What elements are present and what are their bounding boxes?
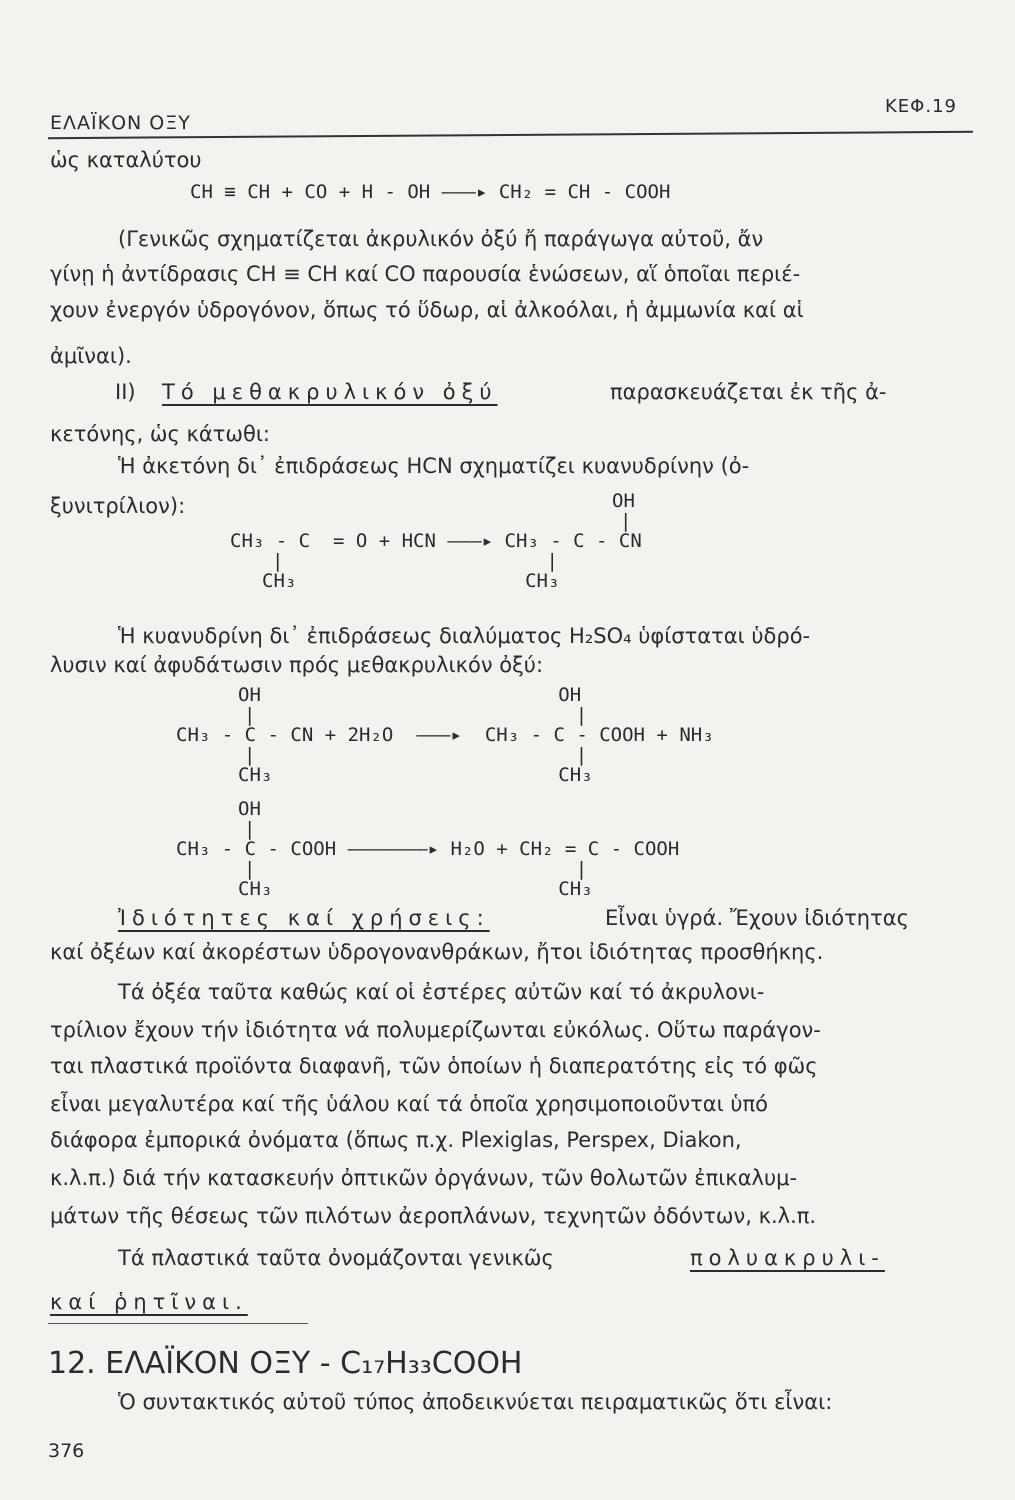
text-line: μάτων τῆς θέσεως τῶν πιλότων ἀεροπλάνων, τεχνητῶν ὀδόντων, κ.λ.π. [50, 1204, 817, 1228]
text-line: Ὁ συντακτικός αὐτοῦ τύπος ἀποδεικνύεται πειραματικῶς ὅτι εἶναι: [118, 1390, 833, 1414]
term-resins: καί ῥητῖναι. [50, 1290, 248, 1314]
reaction-acrylic: CH ≡ CH + CO + H - OH ———▸ CH₂ = CH - COOH [190, 181, 671, 203]
section-heading-oleic-acid: 12. ΕΛΑΪΚΟΝ ΟΞΥ - C₁₇H₃₃COOH [48, 1346, 523, 1381]
text-line: καί ὀξέων καί ἀκορέστων ὑδρογονανθράκων, ἤτοι ἰδιότητας προσθήκης. [50, 940, 824, 964]
chapter-label: ΚΕΦ.19 [885, 96, 957, 117]
chem-oh: OH OH [238, 684, 582, 706]
text-line: γίνῃ ἡ ἀντίδρασις CH ≡ CH καί CO παρουσία ἑνώσεων, αἵ ὁποῖαι περιέ- [50, 262, 801, 286]
term-polyacrylic: πολυακρυλι- [690, 1246, 885, 1270]
text-line: ται πλαστικά προϊόντα διαφανῆ, τῶν ὁποίων ἡ διαπερατότης εἰς τό φῶς [50, 1054, 818, 1078]
text-line: διάφορα ἐμπορικά ὀνόματα (ὅπως π.χ. Plexiglas, Perspex, Diakon, [50, 1128, 742, 1152]
text-line: κ.λ.π.) διά τήν κατασκευήν ὀπτικῶν ὀργάνων, τῶν θολωτῶν ἐπικαλυμ- [50, 1166, 798, 1190]
text-line: ἀμῖναι). [50, 344, 132, 368]
text-line: ὡς καταλύτου [50, 148, 202, 172]
text-line: λυσιν καί ἀφυδάτωσιν πρός μεθακρυλικόν ὀξύ: [50, 653, 544, 677]
text-line: Εἶναι ὑγρά. Ἔχουν ἰδιότητας [605, 906, 909, 930]
chem-substituents: CH₃ CH₃ [238, 878, 593, 900]
text-line: (Γενικῶς σχηματίζεται ἀκρυλικόν ὀξύ ἤ παράγωγα αὐτοῦ, ἄν [118, 227, 764, 251]
reaction-dehydration: CH₃ - C - COOH ———————▸ H₂O + CH₂ = C - COOH [176, 838, 680, 860]
text-line: ξυνιτρίλιον): [50, 494, 186, 518]
reaction-hydrolysis: CH₃ - C - CN + 2H₂O ———▸ CH₃ - C - COOH + NH₃ [176, 724, 714, 746]
subheading-methacrylic-acid: Τό μεθακρυλικόν ὀξύ [162, 380, 498, 404]
text-line: κετόνης, ὡς κάτωθι: [50, 422, 270, 446]
chem-bonds: | | [244, 704, 588, 726]
text-line: Τά ὀξέα ταῦτα καθώς καί οἱ ἐστέρες αὐτῶν καί τό ἀκρυλονι- [118, 980, 765, 1004]
chem-substituents: CH₃ CH₃ [238, 764, 593, 786]
subheading-properties-uses: Ἰδιότητες καί χρήσεις: [118, 906, 490, 930]
chem-bond: | [620, 510, 632, 532]
text-line: Τά πλαστικά ταῦτα ὀνομάζονται γενικῶς [118, 1246, 554, 1270]
section-divider [48, 1323, 308, 1324]
section-number: II) [115, 380, 136, 404]
running-header-title: ΕΛΑΪΚΟΝ ΟΞΥ [50, 112, 191, 134]
text-line: εἶναι μεγαλυτέρα καί τῆς ὑάλου καί τά ὁποῖα χρησιμοποιοῦνται ὑπό [50, 1092, 769, 1116]
text-line: χουν ἐνεργόν ὑδρογόνον, ὅπως τό ὕδωρ, αἱ ἀλκοόλαι, ἡ ἀμμωνία καί αἱ [50, 298, 804, 322]
chem-bonds: | | [272, 550, 558, 572]
chem-bond: | [244, 818, 256, 840]
text-line: τρίλιον ἔχουν τήν ἰδιότητα νά πολυμερίζωνται εὐκόλως. Οὕτω παράγον- [50, 1018, 821, 1042]
chem-oh: OH [612, 490, 635, 512]
reaction-cyanohydrin: CH₃ - C = O + HCN ———▸ CH₃ - C - CN [230, 530, 642, 552]
text-line: Ἡ κυανυδρίνη δι᾿ ἐπιδράσεως διαλύματος H₂SO₄ ὑφίσταται ὑδρό- [118, 624, 811, 648]
text-line: παρασκευάζεται ἐκ τῆς ἀ- [610, 380, 887, 404]
chem-substituents: CH₃ CH₃ [262, 570, 560, 592]
text-line: Ἡ ἀκετόνη δι᾿ ἐπιδράσεως HCN σχηματίζει κυανυδρίνην (ὀ- [118, 454, 750, 478]
page-number: 376 [48, 1440, 85, 1462]
chem-bonds: | | [244, 744, 588, 766]
chem-bonds: | | [244, 858, 588, 880]
chem-oh: OH [238, 798, 261, 820]
